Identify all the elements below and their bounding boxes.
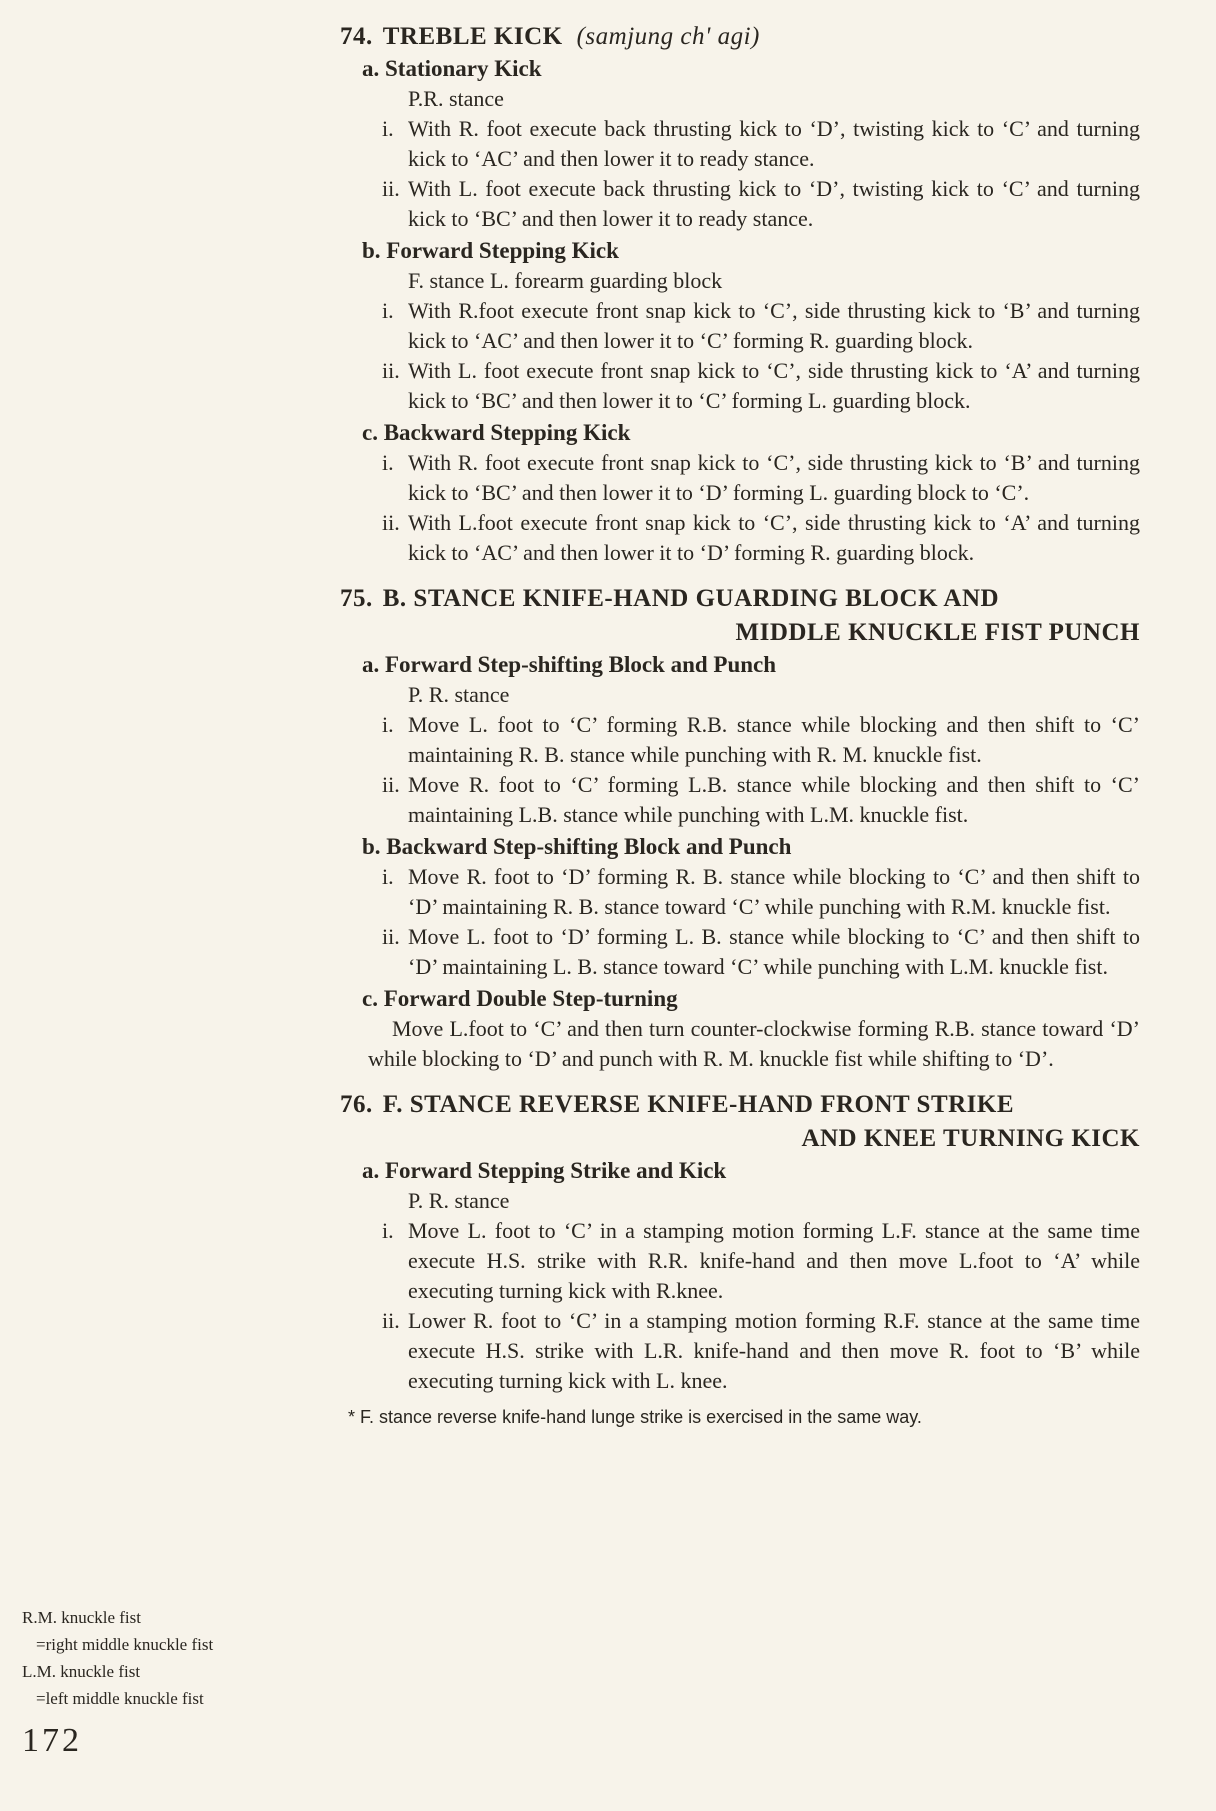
subsection-heading: b. Backward Step-shifting Block and Punch <box>362 834 792 859</box>
margin-definition: =left middle knuckle fist <box>36 1689 204 1708</box>
paragraph: Move L.foot to ‘C’ and then turn counter-clockwise forming R.B. stance toward ‘D’ while blocking to ‘D’ and punch with R. M. knuckle fist while shifting to ‘D’. <box>368 1016 1140 1071</box>
item-numeral: i. <box>382 116 394 141</box>
page-body <box>340 22 1140 1432</box>
stance-line: P. R. stance <box>408 1188 510 1213</box>
margin-notes <box>22 1604 322 1712</box>
section-number: 74. <box>340 23 373 50</box>
item-text: Move L. foot to ‘C’ in a stamping motion forming L.F. stance at the same time execute H.S. strike with R.R. knife-hand and then move L.foot to ‘A’ while executing turning kick with R.knee. <box>408 1218 1140 1303</box>
item-numeral: i. <box>382 298 394 323</box>
item-numeral: i. <box>382 1218 394 1243</box>
list-item <box>382 448 1140 508</box>
subsection-heading: c. Forward Double Step-turning <box>362 986 678 1011</box>
list-item <box>382 770 1140 830</box>
margin-term: L.M. knuckle fist <box>22 1662 141 1681</box>
list-item <box>382 508 1140 568</box>
item-numeral: ii. <box>382 924 400 949</box>
section-title-line2: MIDDLE KNUCKLE FIST PUNCH <box>735 619 1140 646</box>
section-76 <box>340 1090 1140 1432</box>
item-numeral: i. <box>382 712 394 737</box>
section-title-text: B. STANCE KNIFE-HAND GUARDING BLOCK AND <box>382 585 1000 612</box>
section-title-text: TREBLE KICK <box>382 23 563 50</box>
subsection-heading: b. Forward Stepping Kick <box>362 238 619 263</box>
item-numeral: ii. <box>382 772 400 797</box>
subsection-heading: c. Backward Stepping Kick <box>362 420 631 445</box>
section-title <box>340 22 1140 52</box>
item-numeral: ii. <box>382 1308 400 1333</box>
item-numeral: ii. <box>382 358 400 383</box>
section-number: 75. <box>340 585 373 612</box>
item-text: With R. foot execute back thrusting kick to ‘D’, twisting kick to ‘C’ and turning kick to ‘AC’ and then lower it to ready stance. <box>408 116 1140 171</box>
section-title <box>340 584 1140 614</box>
item-text: Move L. foot to ‘D’ forming L. B. stance while blocking to ‘C’ and then shift to ‘D’ maintaining L. B. stance toward ‘C’ while punching with L.M. knuckle fist. <box>408 924 1140 979</box>
list-item <box>382 1306 1140 1396</box>
item-text: With L.foot execute front snap kick to ‘C’, side thrusting kick to ‘A’ and turning kick to ‘AC’ and then lower it to ‘D’ forming R. guarding block. <box>408 510 1140 565</box>
item-text: With R.foot execute front snap kick to ‘C’, side thrusting kick to ‘B’ and turning kick to ‘AC’ and then lower it to ‘C’ forming R. guarding block. <box>408 298 1140 353</box>
section-title-text: F. STANCE REVERSE KNIFE-HAND FRONT STRIKE <box>382 1091 1015 1118</box>
stance-line: F. stance L. forearm guarding block <box>408 268 723 293</box>
list-item <box>382 296 1140 356</box>
item-text: With R. foot execute front snap kick to ‘C’, side thrusting kick to ‘B’ and turning kick to ‘BC’ and then lower it to ‘D’ forming L. guarding block to ‘C’. <box>408 450 1140 505</box>
stance-line: P. R. stance <box>408 682 510 707</box>
list-item <box>382 174 1140 234</box>
subsection-heading: a. Forward Stepping Strike and Kick <box>362 1158 727 1183</box>
item-numeral: i. <box>382 864 394 889</box>
list-item <box>382 710 1140 770</box>
item-text: Move L. foot to ‘C’ forming R.B. stance while blocking and then shift to ‘C’ maintaining R. B. stance while punching with R. M. knuckle fist. <box>408 712 1140 767</box>
subsection-heading: a. Stationary Kick <box>362 56 542 81</box>
list-item <box>382 114 1140 174</box>
list-item <box>382 862 1140 922</box>
section-number: 76. <box>340 1091 373 1118</box>
item-text: With L. foot execute front snap kick to ‘C’, side thrusting kick to ‘A’ and turning kick to ‘BC’ and then lower it to ‘C’ forming L. guarding block. <box>408 358 1140 413</box>
margin-term: R.M. knuckle fist <box>22 1608 141 1627</box>
item-text: Move R. foot to ‘C’ forming L.B. stance while blocking and then shift to ‘C’ maintaining L.B. stance while punching with L.M. knuckle fist. <box>408 772 1140 827</box>
list-item <box>382 1216 1140 1306</box>
section-subtitle: (samjung ch' agi) <box>576 23 760 50</box>
item-numeral: ii. <box>382 176 400 201</box>
item-text: Move R. foot to ‘D’ forming R. B. stance while blocking to ‘C’ and then shift to ‘D’ maintaining R. B. stance toward ‘C’ while punching with R.M. knuckle fist. <box>408 864 1140 919</box>
section-title <box>340 1090 1140 1120</box>
item-text: Lower R. foot to ‘C’ in a stamping motion forming R.F. stance at the same time execute H.S. strike with L.R. knife-hand and then move R. foot to ‘B’ while executing turning kick with L. knee. <box>408 1308 1140 1393</box>
footnote: * F. stance reverse knife-hand lunge strike is exercised in the same way. <box>348 1407 922 1427</box>
subsection-heading: a. Forward Step-shifting Block and Punch <box>362 652 777 677</box>
stance-line: P.R. stance <box>408 86 504 111</box>
page-number: 172 <box>22 1722 82 1759</box>
item-numeral: i. <box>382 450 394 475</box>
list-item <box>382 922 1140 982</box>
list-item <box>382 356 1140 416</box>
section-75 <box>340 584 1140 1074</box>
item-text: With L. foot execute back thrusting kick to ‘D’, twisting kick to ‘C’ and turning kick to ‘BC’ and then lower it to ready stance. <box>408 176 1140 231</box>
margin-definition: =right middle knuckle fist <box>36 1635 214 1654</box>
section-title-line2: AND KNEE TURNING KICK <box>801 1125 1140 1152</box>
section-74 <box>340 22 1140 568</box>
item-numeral: ii. <box>382 510 400 535</box>
